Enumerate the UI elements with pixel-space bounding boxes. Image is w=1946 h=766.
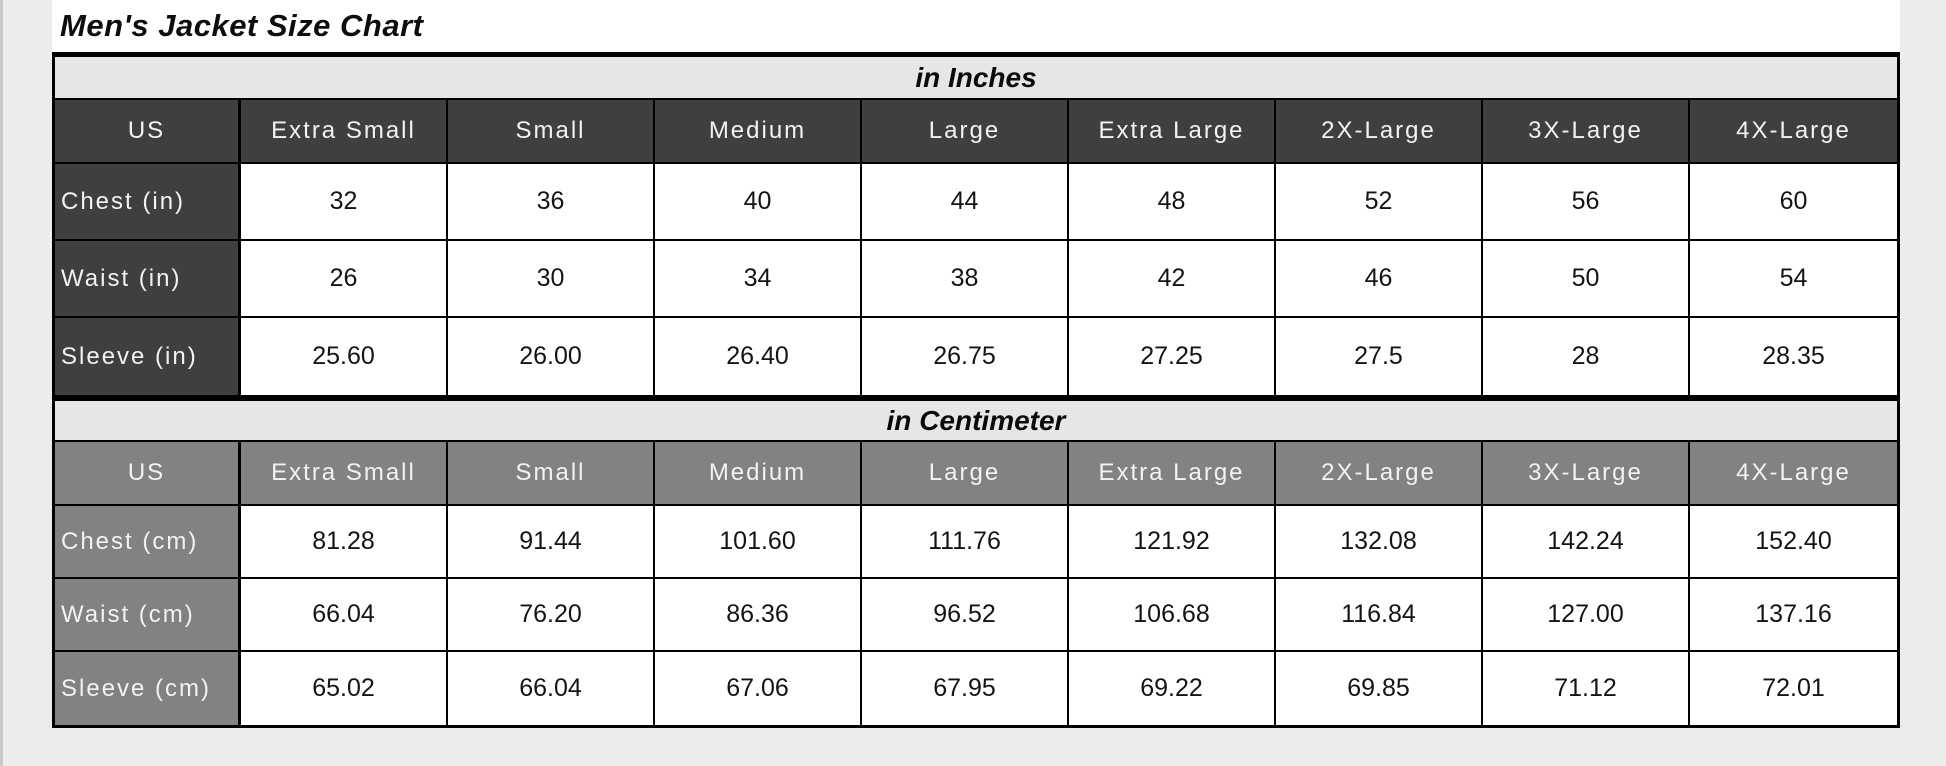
row-label: Sleeve (in): [55, 318, 241, 395]
size-value-cell: 72.01: [1690, 652, 1897, 725]
table-row: [55, 506, 1897, 579]
size-value-cell: 36: [448, 164, 655, 239]
column-header: 3X-Large: [1483, 100, 1690, 162]
title-block: [52, 0, 1900, 57]
size-value-cell: 96.52: [862, 579, 1069, 650]
row-label: Chest (in): [55, 164, 241, 239]
column-header: 3X-Large: [1483, 442, 1690, 504]
column-header-row: [55, 442, 1897, 506]
size-value-cell: 137.16: [1690, 579, 1897, 650]
column-header: 4X-Large: [1690, 442, 1897, 504]
table-row: [55, 579, 1897, 652]
size-value-cell: 67.06: [655, 652, 862, 725]
size-value-cell: 81.28: [241, 506, 448, 577]
size-value-cell: 34: [655, 241, 862, 316]
corner-header-us: US: [55, 442, 241, 504]
column-header: Extra Large: [1069, 100, 1276, 162]
size-value-cell: 121.92: [1069, 506, 1276, 577]
column-header: Extra Large: [1069, 442, 1276, 504]
section-inches: [55, 57, 1897, 395]
size-value-cell: 46: [1276, 241, 1483, 316]
size-value-cell: 26: [241, 241, 448, 316]
table-row: [55, 164, 1897, 241]
size-value-cell: 66.04: [448, 652, 655, 725]
size-value-cell: 26.00: [448, 318, 655, 395]
column-header: 2X-Large: [1276, 442, 1483, 504]
size-value-cell: 116.84: [1276, 579, 1483, 650]
table-row: [55, 241, 1897, 318]
size-value-cell: 48: [1069, 164, 1276, 239]
column-header: 2X-Large: [1276, 100, 1483, 162]
size-value-cell: 28.35: [1690, 318, 1897, 395]
size-value-cell: 44: [862, 164, 1069, 239]
size-value-cell: 69.85: [1276, 652, 1483, 725]
column-header: Small: [448, 100, 655, 162]
size-value-cell: 67.95: [862, 652, 1069, 725]
size-table: [52, 57, 1900, 728]
size-value-cell: 40: [655, 164, 862, 239]
size-value-cell: 26.75: [862, 318, 1069, 395]
size-value-cell: 69.22: [1069, 652, 1276, 725]
size-value-cell: 66.04: [241, 579, 448, 650]
size-value-cell: 65.02: [241, 652, 448, 725]
size-value-cell: 127.00: [1483, 579, 1690, 650]
size-value-cell: 26.40: [655, 318, 862, 395]
column-header: Extra Small: [241, 442, 448, 504]
column-header: Large: [862, 442, 1069, 504]
size-value-cell: 60: [1690, 164, 1897, 239]
size-chart-sheet: [52, 0, 1900, 728]
section-banner: in Inches: [55, 57, 1897, 100]
size-value-cell: 27.5: [1276, 318, 1483, 395]
size-value-cell: 54: [1690, 241, 1897, 316]
size-value-cell: 38: [862, 241, 1069, 316]
column-header: 4X-Large: [1690, 100, 1897, 162]
row-label: Sleeve (cm): [55, 652, 241, 725]
size-value-cell: 76.20: [448, 579, 655, 650]
section-banner: in Centimeter: [55, 401, 1897, 442]
section-centimeter: [55, 401, 1897, 725]
column-header: Extra Small: [241, 100, 448, 162]
corner-header-us: US: [55, 100, 241, 162]
size-value-cell: 56: [1483, 164, 1690, 239]
size-value-cell: 91.44: [448, 506, 655, 577]
column-header: Large: [862, 100, 1069, 162]
size-value-cell: 52: [1276, 164, 1483, 239]
row-label: Chest (cm): [55, 506, 241, 577]
table-row: [55, 652, 1897, 725]
size-value-cell: 27.25: [1069, 318, 1276, 395]
size-value-cell: 28: [1483, 318, 1690, 395]
column-header: Medium: [655, 442, 862, 504]
size-value-cell: 111.76: [862, 506, 1069, 577]
size-value-cell: 71.12: [1483, 652, 1690, 725]
column-header: Small: [448, 442, 655, 504]
column-header-row: [55, 100, 1897, 164]
size-value-cell: 42: [1069, 241, 1276, 316]
size-value-cell: 101.60: [655, 506, 862, 577]
size-value-cell: 25.60: [241, 318, 448, 395]
size-value-cell: 106.68: [1069, 579, 1276, 650]
page-title: Men's Jacket Size Chart: [60, 8, 424, 43]
size-value-cell: 132.08: [1276, 506, 1483, 577]
size-value-cell: 32: [241, 164, 448, 239]
column-header: Medium: [655, 100, 862, 162]
size-value-cell: 86.36: [655, 579, 862, 650]
size-value-cell: 50: [1483, 241, 1690, 316]
row-label: Waist (in): [55, 241, 241, 316]
size-value-cell: 142.24: [1483, 506, 1690, 577]
size-value-cell: 152.40: [1690, 506, 1897, 577]
row-label: Waist (cm): [55, 579, 241, 650]
size-value-cell: 30: [448, 241, 655, 316]
window-left-edge: [0, 0, 3, 766]
table-row: [55, 318, 1897, 395]
